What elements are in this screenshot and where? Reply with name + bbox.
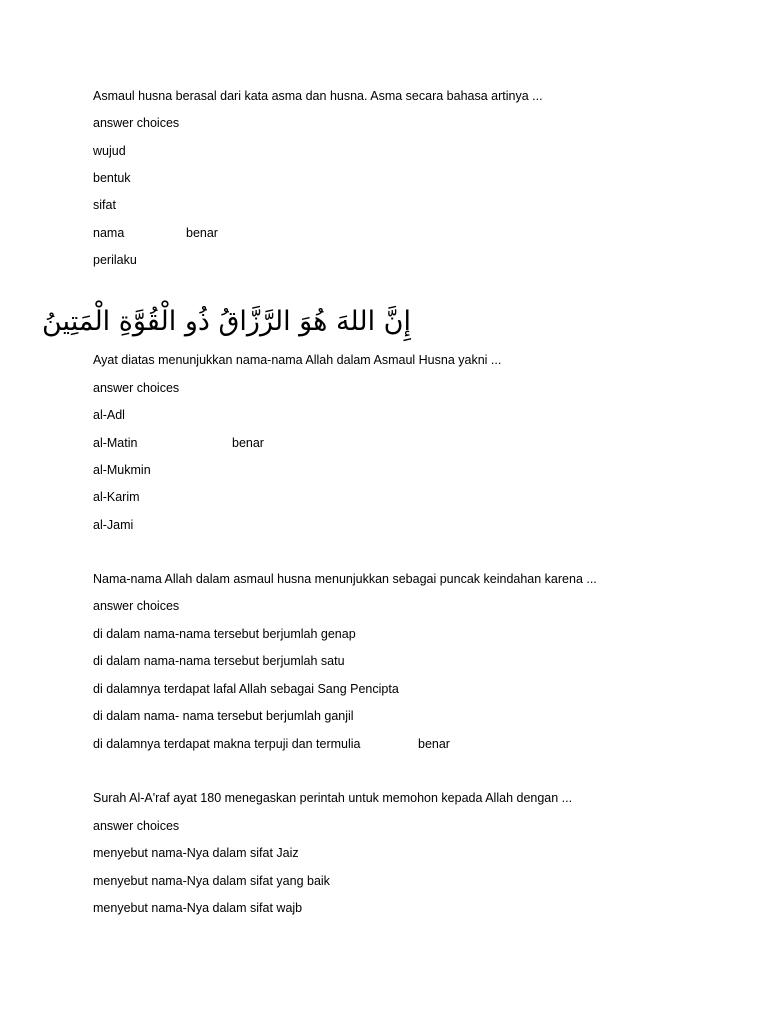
question-1-text: Asmaul husna berasal dari kata asma dan husna. Asma secara bahasa artinya ... — [93, 89, 543, 103]
question-2-choice-b: al-Matin — [93, 436, 138, 450]
question-1-correct-mark: benar — [186, 226, 218, 240]
question-2-choice-e: al-Jami — [93, 518, 134, 532]
question-3-choice-e: di dalamnya terdapat makna terpuji dan termulia — [93, 737, 361, 751]
question-3-choice-b: di dalam nama-nama tersebut berjumlah satu — [93, 654, 345, 668]
question-1-choices-label: answer choices — [93, 116, 180, 130]
question-3-text: Nama-nama Allah dalam asmaul husna menunjukkan sebagai puncak keindahan karena ... — [93, 572, 597, 586]
question-3-choice-d: di dalam nama- nama tersebut berjumlah ganjil — [93, 709, 354, 723]
question-4-choices-label: answer choices — [93, 819, 180, 833]
question-1-choice-a: wujud — [93, 144, 126, 158]
question-1-choice-b: bentuk — [93, 171, 131, 185]
question-4-choice-c: menyebut nama-Nya dalam sifat wajb — [93, 901, 303, 915]
question-2-choice-c: al-Mukmin — [93, 463, 151, 477]
question-2-text: Ayat diatas menunjukkan nama-nama Allah dalam Asmaul Husna yakni ... — [93, 353, 502, 367]
question-4-choice-a: menyebut nama-Nya dalam sifat Jaiz — [93, 846, 299, 860]
question-2-choice-a: al-Adl — [93, 408, 125, 422]
question-2-choice-d: al-Karim — [93, 490, 140, 504]
question-3-choice-a: di dalam nama-nama tersebut berjumlah genap — [93, 627, 356, 641]
question-1-choice-d: nama — [93, 226, 125, 240]
question-3-correct-mark: benar — [418, 737, 450, 751]
question-4-text: Surah Al-A'raf ayat 180 menegaskan perintah untuk memohon kepada Allah dengan ... — [93, 791, 573, 805]
question-1-choice-e: perilaku — [93, 253, 137, 267]
question-3-choice-c: di dalamnya terdapat lafal Allah sebagai Sang Pencipta — [93, 682, 399, 696]
question-3-choices-label: answer choices — [93, 599, 180, 613]
question-1-choice-c: sifat — [93, 198, 116, 212]
question-2-choices-label: answer choices — [93, 381, 180, 395]
question-4-choice-b: menyebut nama-Nya dalam sifat yang baik — [93, 874, 330, 888]
question-2-correct-mark: benar — [232, 436, 264, 450]
arabic-verse: إِنَّ اللهَ هُوَ الرَّزَّاقُ ذُو الْقُوَّةِ الْمَتِينُ — [42, 306, 411, 337]
